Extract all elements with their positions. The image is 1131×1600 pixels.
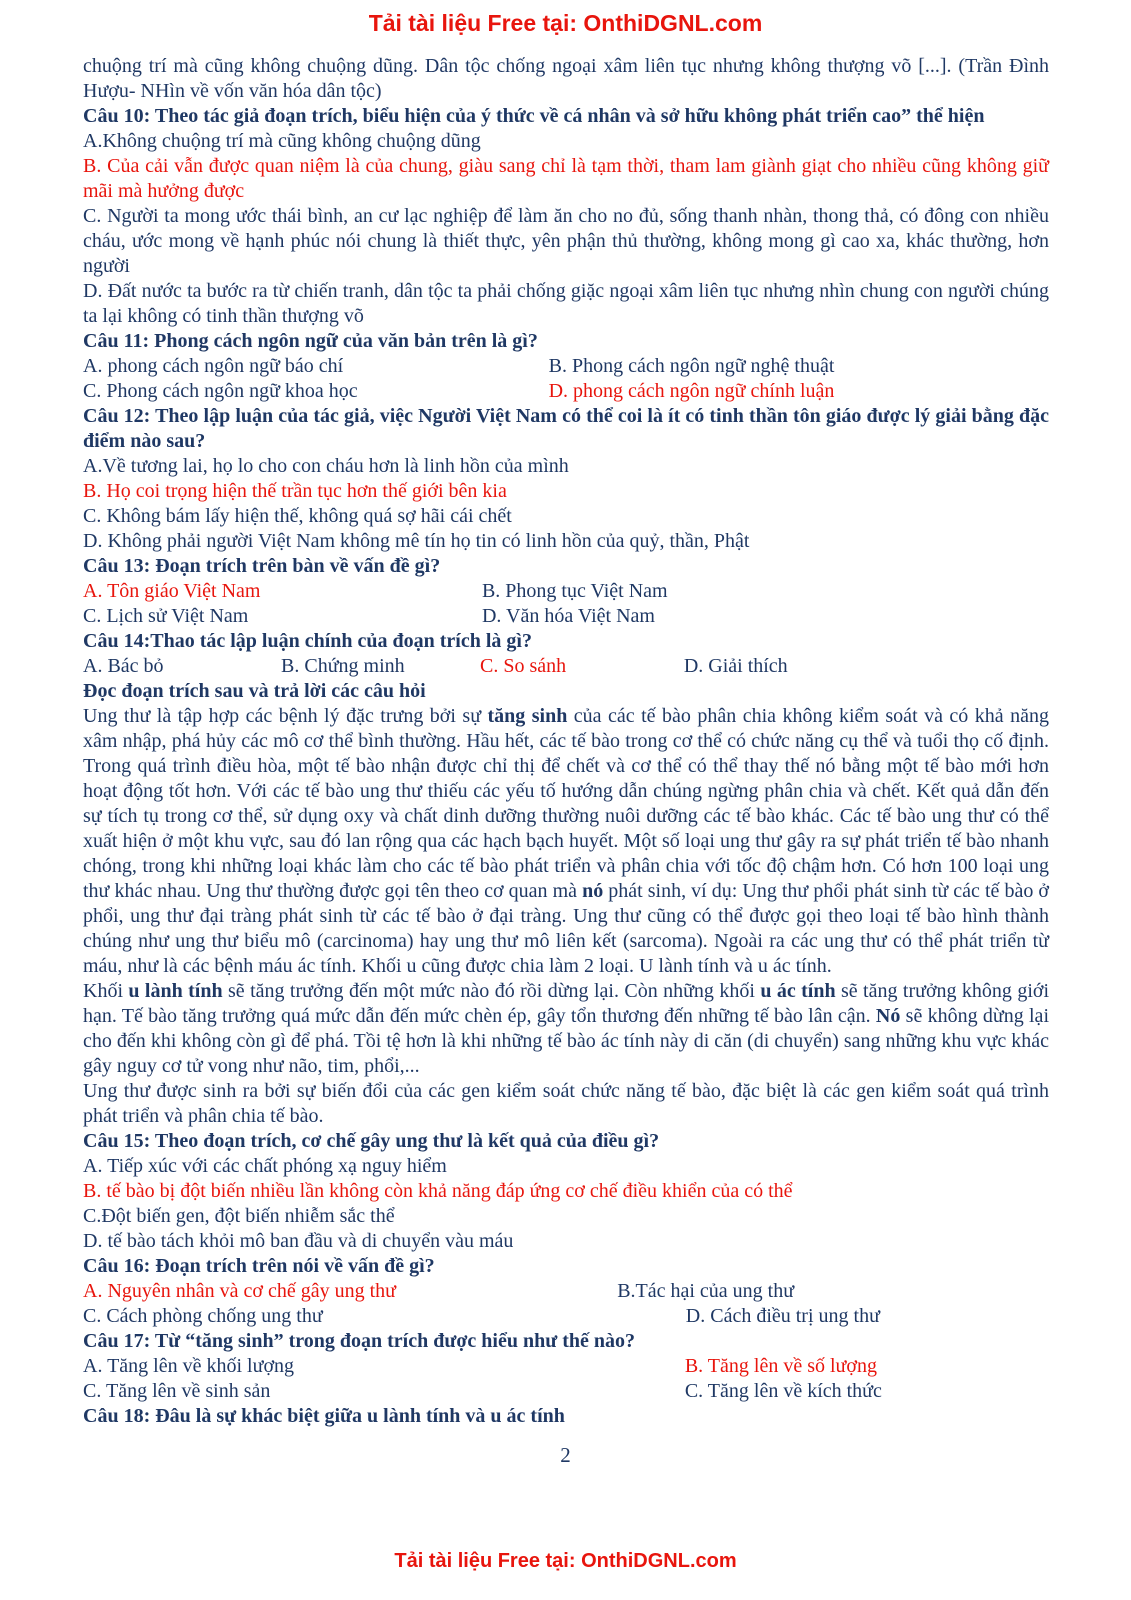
bold-text: Câu 14:Thao tác lập luận chính của đoạn trích là gì? [83,630,532,652]
q17-option-c2 [685,1379,1049,1404]
bold-text: Câu 10: Theo tác giả đoạn trích, biểu hiện của ý thức về cá nhân và sở hữu không phát triển cao” thể hiện [83,105,985,127]
q10-option-c [83,204,1049,279]
q15-option-c [83,1204,1049,1229]
text-segment: A. Bác bỏ [83,655,164,677]
answer-highlight-text: D. phong cách ngôn ngữ chính luận [548,380,835,402]
q17-option-c [83,1379,685,1404]
q13-option-d [482,604,1049,629]
question-10-heading [83,104,1049,129]
q17-option-a [83,1354,685,1379]
q12-option-b-answer [83,479,1049,504]
q14-options-abcd [83,654,1049,679]
header-download-banner: Tải tài liệu Free tại: OnthiDGNL.com [368,10,763,36]
answer-highlight-text: B. Họ coi trọng hiện thế trần tục hơn thế giới bên kia [83,480,507,502]
q16-options-cd [83,1304,1049,1329]
bold-text: Câu 18: Đâu là sự khác biệt giữa u lành tính và u ác tính [83,1405,565,1427]
question-13-heading [83,554,1049,579]
question-18-heading [83,1404,1049,1429]
answer-highlight-text: A. Nguyên nhân và cơ chế gây ung thư [83,1280,396,1302]
text-segment: A.Về tương lai, họ lo cho con cháu hơn là linh hồn của mình [83,455,569,477]
page-number: 2 [560,1443,571,1467]
intro-paragraph [83,54,1049,104]
q13-options-cd [83,604,1049,629]
text-segment: phát sinh, ví dụ: Ung thư phổi phát sinh từ các tế bào ở phổi, ung thư đại tràng phát sinh từ các tế bào ở đại tràng. Ung thư cũng có thể được gọi theo loại tế bào hình thành chúng như ung thư biểu mô (carcinoma) hay ung thư mô liên kết (sarcoma). Ngoài ra các ung thư có thể phát triển từ máu, như là các bệnh máu ác tính. Khối u cũng được chia làm 2 loại. U lành tính và u ác tính. [83,880,1049,977]
text-segment: C. Không bám lấy hiện thế, không quá sợ hãi cái chết [83,505,512,527]
text-segment: A. Tiếp xúc với các chất phóng xạ nguy hiểm [83,1155,447,1177]
q14-option-b [281,654,480,679]
footer-download-banner: Tải tài liệu Free tại: OnthiDGNL.com [394,1550,737,1572]
q12-option-a [83,454,1049,479]
q15-option-d [83,1229,1049,1254]
bold-text: u ác tính [760,980,836,1002]
text-segment: C. Phong cách ngôn ngữ khoa học [83,380,358,402]
q16-option-a-answer [83,1279,617,1304]
q15-option-b-answer [83,1179,1049,1204]
text-segment: C. Lịch sử Việt Nam [83,605,249,627]
q16-option-d [686,1304,1049,1329]
q11-options-cd [83,379,1049,404]
text-segment: C. Người ta mong ước thái bình, an cư lạc nghiệp để làm ăn cho no đủ, sống thanh nhàn, thong thả, có đông con nhiều cháu, ước mong về hạnh phúc nói chung là thiết thực, yên phận thủ thường, không mong gì cao xa, khác thường, hơn người [83,205,1049,277]
bold-text: nó [582,880,604,902]
document-content [83,54,1049,1429]
q16-option-b [617,1279,1049,1304]
text-segment: sẽ tăng trưởng đến một mức nào đó rồi dừng lại. Còn những khối [222,980,761,1002]
text-segment: B. Phong tục Việt Nam [481,580,668,602]
q10-option-a [83,129,1049,154]
answer-highlight-text: B. tế bào bị đột biến nhiều lần không còn khả năng đáp ứng cơ chế điều khiển của có thể [83,1180,793,1202]
bold-text: Câu 15: Theo đoạn trích, cơ chế gây ung thư là kết quả của điều gì? [83,1130,660,1152]
q10-option-b-answer [83,154,1049,204]
text-segment: C. Tăng lên về sinh sản [83,1380,271,1402]
text-segment: D. Không phải người Việt Nam không mê tín họ tin có linh hồn của quỷ, thần, Phật [83,530,750,552]
text-segment: A.Không chuộng trí mà cũng không chuộng dũng [83,130,481,152]
bold-text: Đọc đoạn trích sau và trả lời các câu hỏi [83,680,426,702]
q17-options-ab [83,1354,1049,1379]
question-15-heading [83,1129,1049,1154]
text-segment: D. Giải thích [683,655,788,677]
text-segment: B. Chứng minh [281,655,405,677]
text-segment: C.Đột biến gen, đột biến nhiễm sắc thể [83,1205,395,1227]
question-11-heading [83,329,1049,354]
bold-text: Nó [875,1005,901,1027]
text-segment: C. Tăng lên về kích thức [684,1380,882,1402]
text-segment: chuộng trí mà cũng không chuộng dũng. Dân tộc chống ngoại xâm liên tục nhưng không thượng võ [...]. (Trần Đình Hượu- NHìn về vốn văn hóa dân tộc) [83,55,1049,102]
text-segment: sẽ không dừng lại cho đến khi không còn gì để phá. Tồi tệ hơn là khi những tế bào ác tính này di căn (di chuyển) sang những khu vực khác gây nguy cơ tử vong như não, tim, phổi,... [83,1005,1049,1077]
q11-option-d-answer [549,379,1049,404]
text-segment: D. Cách điều trị ung thư [685,1305,880,1327]
text-segment: Ung thư là tập hợp các bệnh lý đặc trưng bởi sự [83,705,488,727]
q13-option-b [482,579,1049,604]
text-segment: B.Tác hại của ung thư [617,1280,795,1302]
q11-options-ab [83,354,1049,379]
q17-option-b-answer [685,1354,1049,1379]
q16-option-c [83,1304,686,1329]
bold-text: tăng sinh [487,705,568,727]
q13-options-ab [83,579,1049,604]
text-segment: Ung thư được sinh ra bởi sự biến đổi của các gen kiểm soát chức năng tế bào, đặc biệt là các gen kiểm soát quá trình phát triển và phân chia tế bào. [83,1080,1049,1127]
passage-paragraph-2 [83,979,1049,1079]
text-segment: A. phong cách ngôn ngữ báo chí [83,355,344,377]
text-segment: của các tế bào phân chia không kiểm soát và có khả năng xâm nhập, phá hủy các mô cơ thể bình thường. Hầu hết, các tế bào trong cơ thể có chức năng cụ thể và tuổi thọ cố định. Trong quá trình điều hòa, một tế bào nhận được chỉ thị để chết và cơ thể có thể thay thế nó bằng một tế bào mới hơn hoạt động tốt hơn. Với các tế bào ung thư thiếu các yếu tố hướng dẫn chúng ngừng phân chia và chết. Kết quả dẫn đến sự tích tụ trong cơ thể, sử dụng oxy và chất dinh dưỡng thường nuôi dưỡng các tế bào khác. Các tế bào ung thư có thể xuất hiện ở một khu vực, sau đó lan rộng qua các hạch bạch huyết. Một số loại ung thư gây ra sự phát triển tế bào nhanh chóng, trong khi những loại khác làm cho các tế bào phát triển và phân chia với tốc độ chậm hơn. Có hơn 100 loại ung thư khác nhau. Ung thư thường được gọi tên theo cơ quan mà [83,705,1049,902]
q13-option-a-answer [83,579,482,604]
answer-highlight-text: A. Tôn giáo Việt Nam [83,580,261,602]
bold-text: Câu 11: Phong cách ngôn ngữ của văn bản trên là gì? [83,330,538,352]
answer-highlight-text: B. Tăng lên về số lượng [684,1355,877,1377]
question-16-heading [83,1254,1049,1279]
q11-option-b [549,354,1049,379]
q14-option-a [83,654,281,679]
text-segment: A. Tăng lên về khối lượng [83,1355,295,1377]
q11-option-a [83,354,549,379]
answer-highlight-text: C. So sánh [480,655,567,677]
text-segment: D. Đất nước ta bước ra từ chiến tranh, dân tộc ta phải chống giặc ngoại xâm liên tục nhưng nhìn chung con người chúng ta lại không có tinh thần thượng võ [83,280,1049,327]
q11-option-c [83,379,549,404]
q14-option-d [684,654,1049,679]
text-segment: D. Văn hóa Việt Nam [481,605,655,627]
text-segment: sẽ tăng trưởng không giới hạn. Tế bào tăng trưởng quá mức dẫn đến mức chèn ép, gây tổn thương đến những tế bào lân cận. [83,980,1050,1027]
q10-option-d [83,279,1049,329]
question-17-heading [83,1329,1049,1354]
bold-text: Câu 12: Theo lập luận của tác giả, việc Người Việt Nam có thể coi là ít có tinh thần tôn giáo được lý giải bằng đặc điểm nào sau? [83,405,1049,452]
passage-paragraph-3 [83,1079,1049,1129]
question-12-heading [83,404,1049,454]
q12-option-d [83,529,1049,554]
bold-text: Câu 16: Đoạn trích trên nói về vấn đề gì? [83,1255,435,1277]
q15-option-a [83,1154,1049,1179]
bold-text: Câu 17: Từ “tăng sinh” trong đoạn trích được hiểu như thế nào? [83,1330,636,1352]
passage-instruction [83,679,1049,704]
q14-option-c-answer [480,654,684,679]
question-14-heading [83,629,1049,654]
q12-option-c [83,504,1049,529]
passage-paragraph-1 [83,704,1049,979]
bold-text: u lành tính [128,980,223,1002]
text-segment: C. Cách phòng chống ung thư [83,1305,323,1327]
text-segment: Khối [83,980,129,1002]
text-segment: B. Phong cách ngôn ngữ nghệ thuật [548,355,835,377]
q13-option-c [83,604,482,629]
text-segment: D. tế bào tách khỏi mô ban đầu và di chuyển vàu máu [83,1230,514,1252]
bold-text: Câu 13: Đoạn trích trên bàn về vấn đề gì? [83,555,441,577]
q16-options-ab [83,1279,1049,1304]
q17-options-cc [83,1379,1049,1404]
answer-highlight-text: B. Của cải vẫn được quan niệm là của chung, giàu sang chỉ là tạm thời, tham lam giành giạt cho nhiều cũng không giữ mãi mà hưởng được [83,155,1049,202]
